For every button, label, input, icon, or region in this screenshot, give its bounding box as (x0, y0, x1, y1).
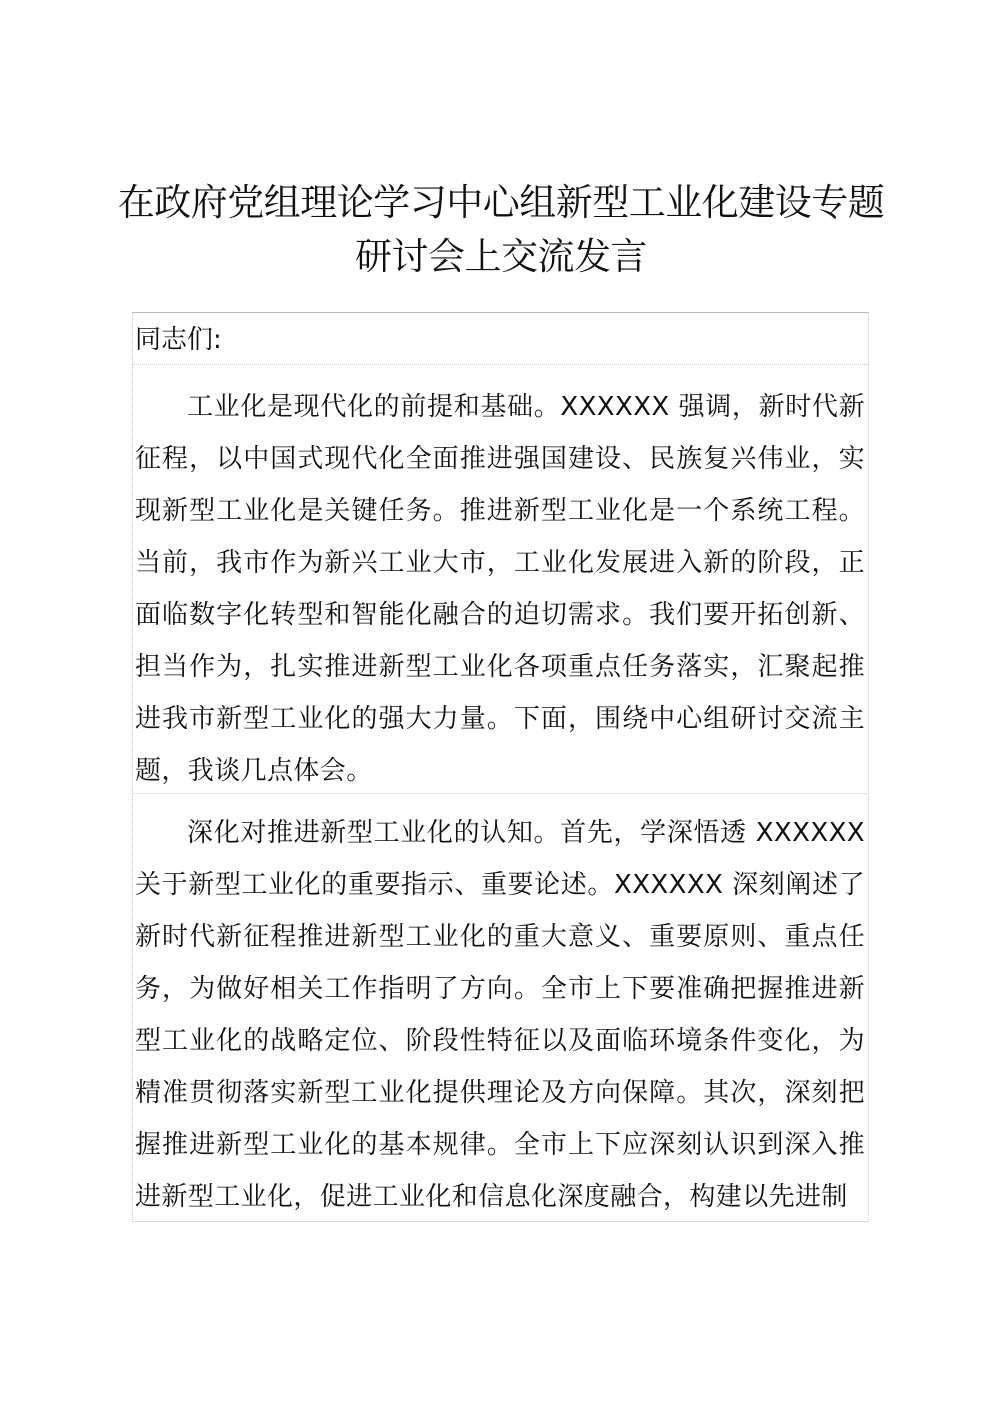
document-title: 在政府党组理论学习中心组新型工业化建设专题研讨会上交流发言 (117, 181, 885, 278)
body-paragraph: 工业化是现代化的前提和基础。XXXXXX 强调，新时代新征程，以中国式现代化全面推进强国建设、民族复兴伟业，实现新型工业化是关键任务。推进新型工业化是一个系统工程。当前，我市作为新兴工业大市，工业化发展进入新的阶段，正面临数字化转型和智能化融合的迫切需求。我们要开拓创新、担当作为，扎实推进新型工业化各项重点任务落实，汇聚起推进我市新型工业化的强大力量。下面，围绕中心组研讨交流主题，我谈几点体会。 (135, 392, 865, 786)
paragraph-separator (132, 364, 869, 365)
text-frame-right-border (868, 312, 869, 1222)
text-frame-bottom-border (132, 1221, 869, 1222)
paragraph-separator (132, 793, 869, 794)
greeting: 同志们: (135, 325, 222, 355)
body-paragraph: 深化对推进新型工业化的认知。首先，学深悟透 XXXXXX 关于新型工业化的重要指示、重要论述。XXXXXX 深刻阐述了新时代新征程推进新型工业化的重大意义、重要原则、重点任务，为做好相关工作指明了方向。全市上下要准确把握推进新型工业化的战略定位、阶段性特征以及面临环境条件变化，为精准贯彻落实新型工业化提供理论及方向保障。其次，深刻把握推进新型工业化的基本规律。全市上下应深刻认识到深入推进新型工业化，促进工业化和信息化深度融合，构建以先进制 (135, 818, 865, 1212)
text-frame-top-border (132, 312, 869, 313)
text-frame-left-border (132, 312, 133, 1222)
